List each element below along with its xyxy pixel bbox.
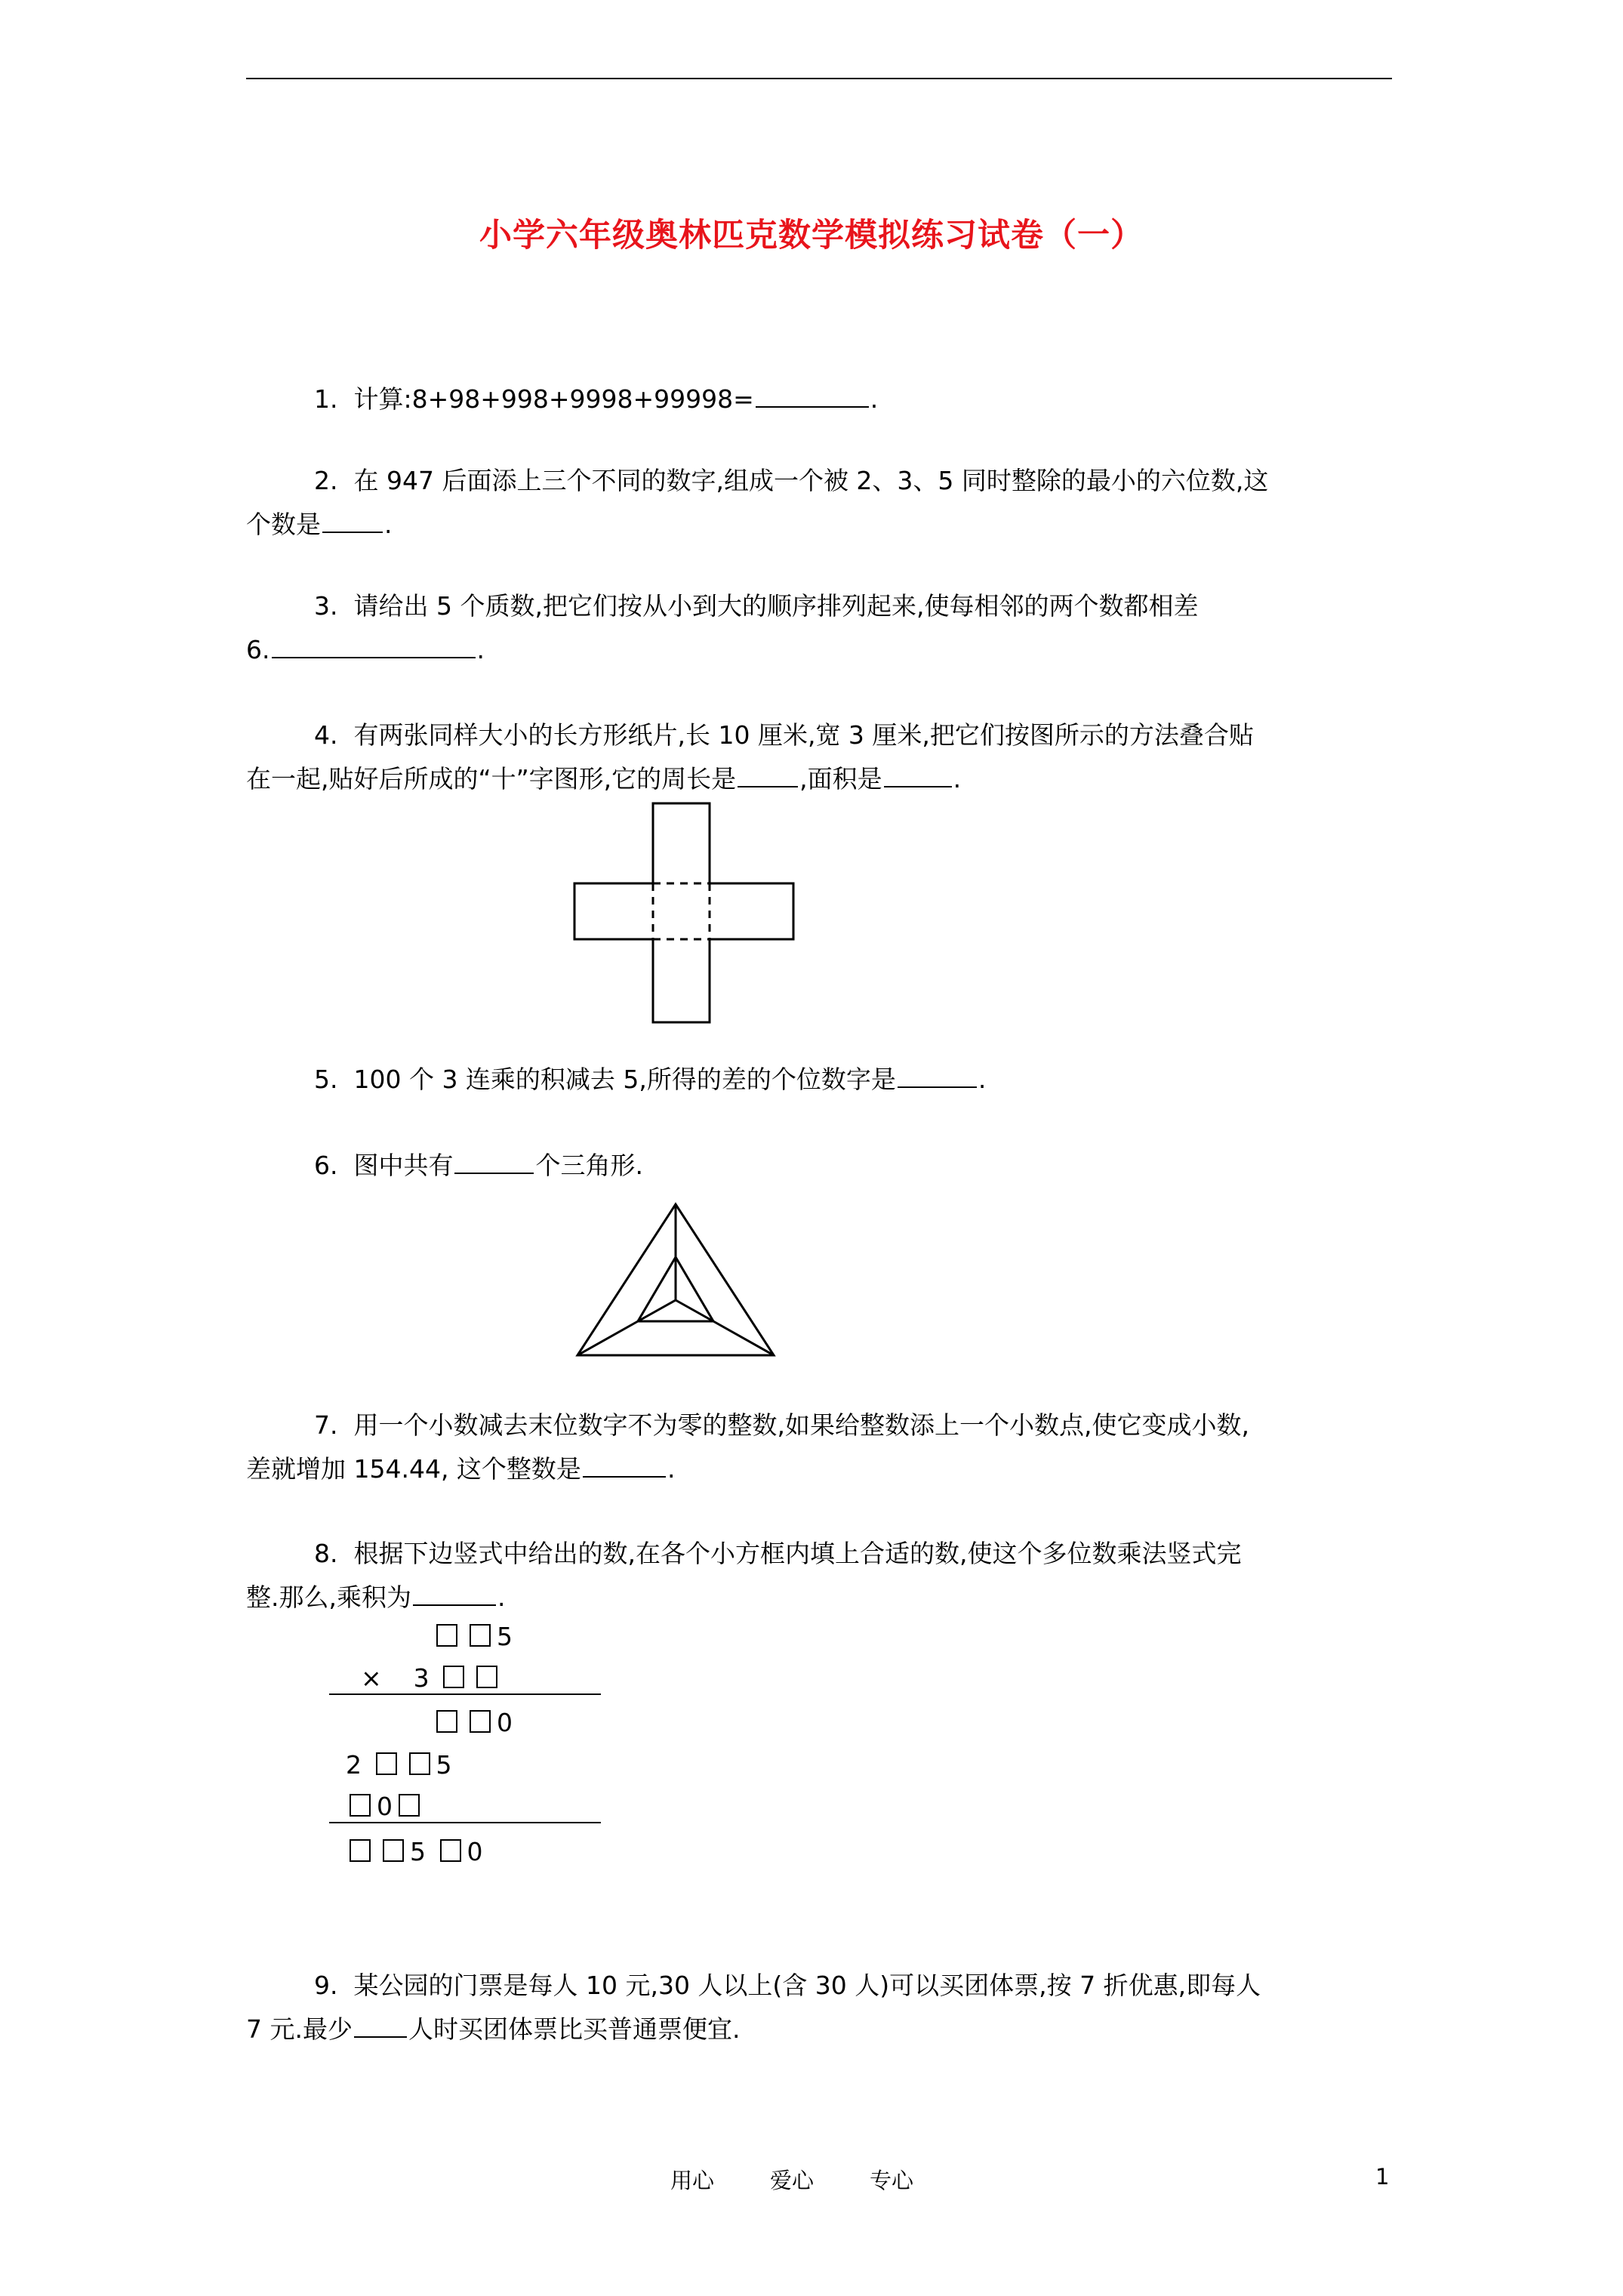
mult-row-4: 2 5 — [346, 1750, 452, 1780]
answer-blank[interactable] — [884, 763, 952, 787]
digit-box[interactable] — [409, 1752, 430, 1775]
digit-box[interactable] — [436, 1710, 457, 1733]
mult-row-1: 5 — [430, 1622, 513, 1652]
answer-blank[interactable] — [354, 2014, 407, 2038]
question-2: 2. 在 947 后面添上三个不同的数字,组成一个被 2、3、5 同时整除的最小的六位数,这 个数是 . — [246, 466, 1269, 539]
cross-figure — [570, 799, 796, 1025]
answer-blank[interactable] — [322, 509, 383, 533]
question-9: 9. 某公园的门票是每人 10 元,30 人以上(含 30 人)可以买团体票,按 7 折优惠,即每人 7 元.最少 人时买团体票比买普通票便宜. — [246, 1971, 1261, 2044]
answer-blank[interactable] — [756, 384, 869, 408]
question-4: 4. 有两张同样大小的长方形纸片,长 10 厘米,宽 3 厘米,把它们按图所示的方法叠合贴 在一起,贴好后所成的“十”字图形,它的周长是 ,面积是 . — [246, 720, 1254, 794]
question-1: 1. 计算:8+98+998+9998+99998= . — [314, 384, 879, 414]
footer-middle: 爱心 — [770, 2168, 815, 2193]
digit-box[interactable] — [470, 1624, 491, 1647]
question-7: 7. 用一个小数减去末位数字不为零的整数,如果给整数添上一个小数点,使它变成小数, 差就增加 154.44, 这个整数是 . — [246, 1410, 1249, 1484]
footer-right: 专心 — [870, 2168, 914, 2193]
triangle-figure — [574, 1200, 778, 1363]
digit-box[interactable] — [376, 1752, 397, 1775]
digit-box[interactable] — [350, 1794, 371, 1817]
digit-box[interactable] — [350, 1839, 371, 1862]
answer-blank[interactable] — [413, 1582, 496, 1606]
question-3: 3. 请给出 5 个质数,把它们按从小到大的顺序排列起来,使每相邻的两个数都相差 6. . — [246, 591, 1199, 664]
answer-blank[interactable] — [272, 634, 476, 658]
digit-box[interactable] — [399, 1794, 420, 1817]
digit-box[interactable] — [383, 1839, 404, 1862]
mult-line-1 — [329, 1693, 601, 1695]
question-5: 5. 100 个 3 连乘的积减去 5,所得的差的个位数字是 . — [314, 1065, 987, 1094]
digit-box[interactable] — [470, 1710, 491, 1733]
mult-row-5: 0 — [343, 1792, 426, 1822]
mult-row-6: 5 0 — [343, 1837, 483, 1867]
mult-row-2: × 3 — [361, 1663, 504, 1693]
mult-row-3: 0 — [430, 1708, 513, 1738]
digit-box[interactable] — [443, 1666, 464, 1688]
digit-box[interactable] — [476, 1666, 497, 1688]
mult-line-2 — [329, 1822, 601, 1823]
answer-blank[interactable] — [898, 1064, 977, 1088]
digit-box[interactable] — [436, 1624, 457, 1647]
digit-box[interactable] — [440, 1839, 461, 1862]
footer-left: 用心 — [670, 2168, 715, 2193]
page-number: 1 — [1375, 2164, 1390, 2190]
question-6: 6. 图中共有 个三角形. — [314, 1151, 643, 1180]
answer-blank[interactable] — [583, 1453, 666, 1478]
answer-blank[interactable] — [738, 763, 798, 787]
header-rule — [246, 78, 1392, 79]
question-8: 8. 根据下边竖式中给出的数,在各个小方框内填上合适的数,使这个多位数乘法竖式完 整.那么,乘积为 . — [246, 1539, 1242, 1612]
answer-blank[interactable] — [454, 1150, 534, 1174]
page-title: 小学六年级奥林匹克数学模拟练习试卷（一） — [479, 217, 1144, 254]
